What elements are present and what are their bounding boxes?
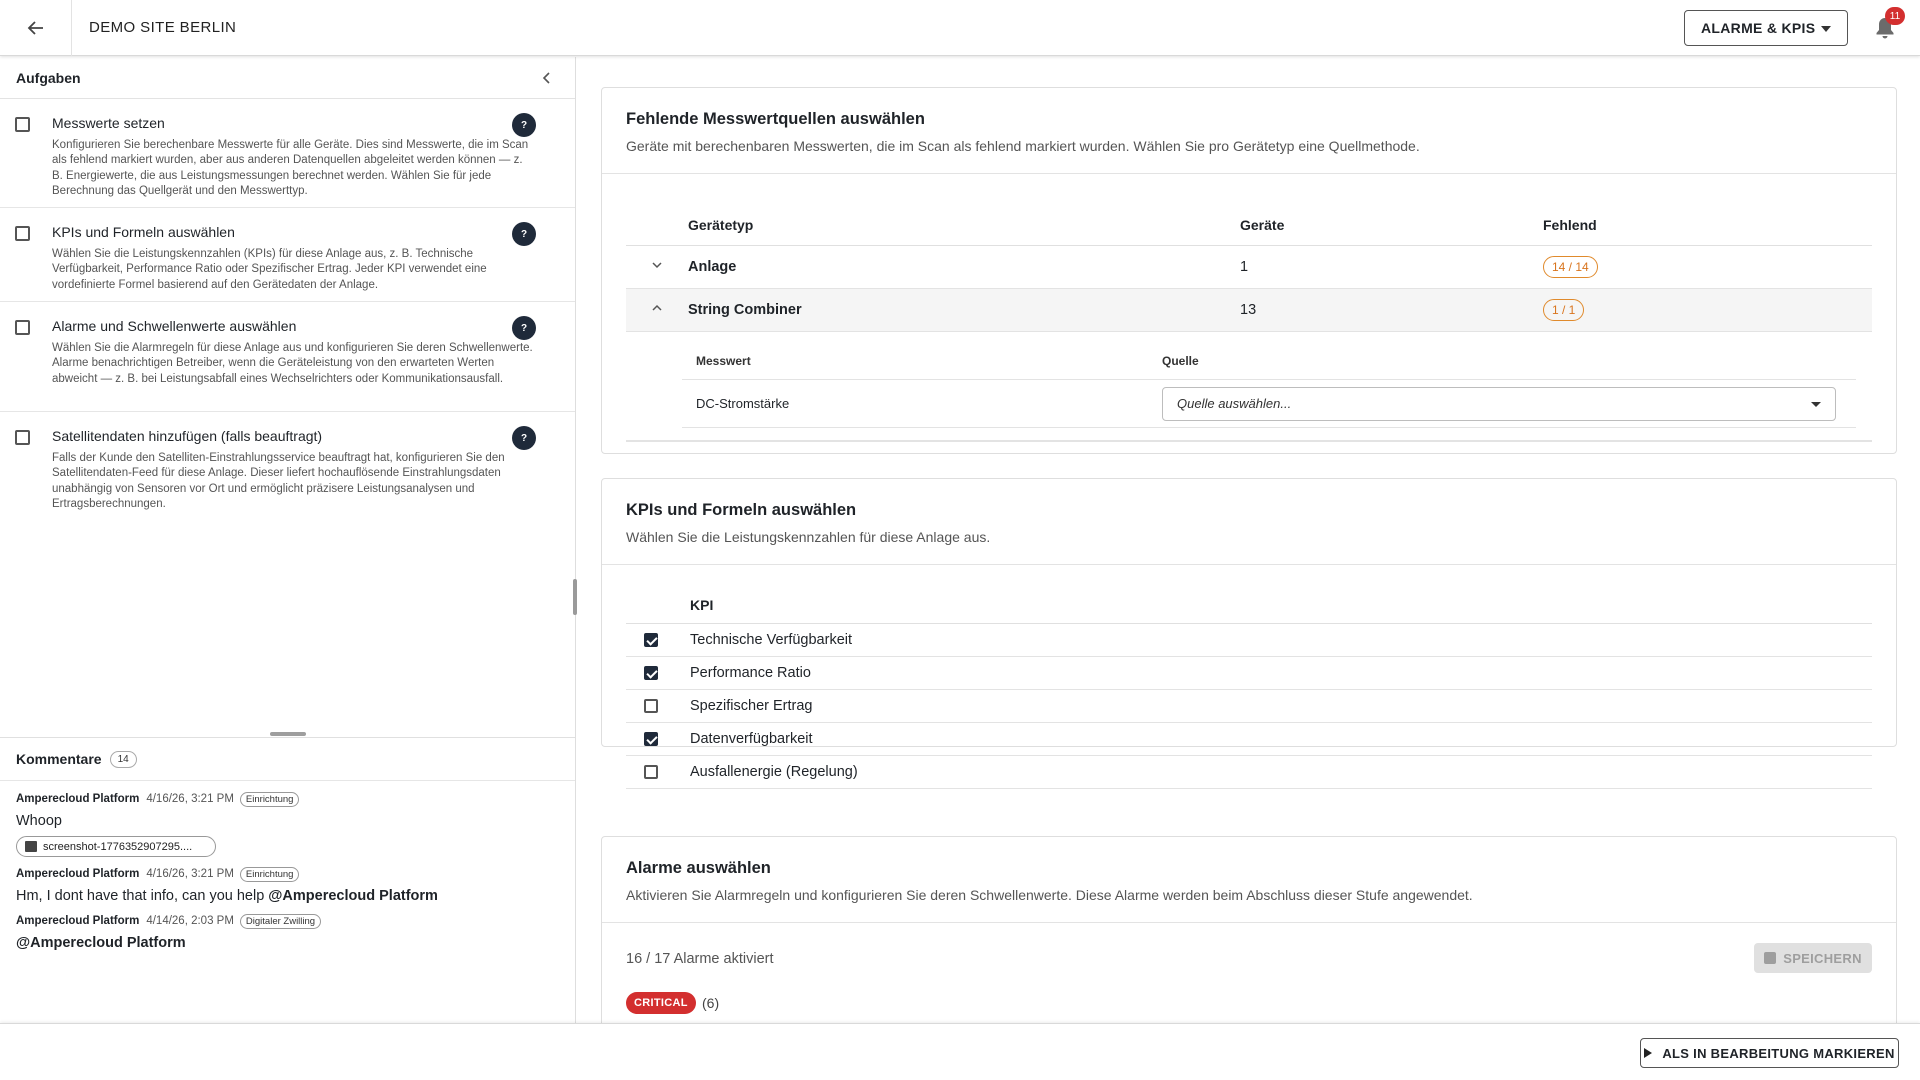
critical-count: (6) [702, 995, 720, 1011]
comment-timestamp: 4/14/26, 2:03 PM [146, 915, 234, 927]
task-title: Messwerte setzen [52, 115, 165, 131]
kpi-checkbox[interactable] [644, 633, 658, 647]
card-title: Alarme auswählen [626, 859, 771, 877]
kpi-label: Performance Ratio [690, 656, 1872, 689]
expanded-detail-row [626, 331, 1872, 442]
attachment-chip[interactable] [16, 836, 216, 857]
device-type-table [626, 205, 1872, 442]
chevron-down-icon[interactable] [651, 259, 663, 271]
comment-tag: Einrichtung [240, 792, 300, 807]
column-header: Messwert [682, 344, 1148, 380]
kpi-checkbox[interactable] [644, 666, 658, 680]
resize-drag-handle[interactable] [270, 732, 306, 736]
comment-author: Amperecloud Platform [16, 915, 140, 927]
top-bar [0, 0, 1920, 56]
task-description: Falls der Kunde den Satelliten-Einstrahlungsservice beauftragt hat, konfigurieren Sie den Satellitendaten-Feed für diese Anlage. Dieser liefert hochauflösende Einstrahlungsdaten unabhängig von Sensoren vor Ort und ermöglicht präzisere Leistungsanalysen und Ertragsberechnungen. [52, 452, 505, 510]
task-checkbox[interactable] [15, 320, 30, 335]
task-item [0, 302, 575, 412]
task-checkbox[interactable] [15, 226, 30, 241]
column-header: Gerätetyp [688, 205, 1240, 245]
bottom-bar [0, 1023, 1920, 1080]
table-row[interactable] [626, 245, 1872, 288]
comment-author: Amperecloud Platform [16, 793, 140, 805]
task-item [0, 208, 575, 302]
kpi-label: Technische Verfügbarkeit [690, 623, 1872, 656]
kpi-checkbox[interactable] [644, 765, 658, 779]
notification-badge: 11 [1885, 7, 1905, 25]
task-title: Satellitendaten hinzufügen (falls beauftragt) [52, 428, 323, 444]
task-title: Alarme und Schwellenwerte auswählen [52, 318, 297, 334]
comment-author: Amperecloud Platform [16, 868, 140, 880]
column-header: Fehlend [1543, 205, 1872, 245]
comment-text: Whoop [16, 813, 62, 829]
comment-item [16, 866, 575, 904]
chevron-left-icon[interactable] [539, 70, 555, 86]
comment-text [16, 888, 575, 904]
device-type: String Combiner [688, 288, 1240, 331]
alarms-card [601, 836, 1897, 1023]
table-row[interactable] [626, 288, 1872, 331]
critical-badge[interactable]: CRITICAL [626, 992, 696, 1014]
back-button[interactable] [0, 0, 72, 56]
comment-text-body: Hm, I dont have that info, can you help [16, 888, 269, 904]
task-item [0, 412, 575, 520]
help-icon[interactable]: ? [512, 113, 536, 137]
arrow-left-icon [27, 19, 45, 37]
save-icon [1764, 952, 1776, 964]
mark-in-progress-button[interactable] [1640, 1038, 1899, 1068]
site-title: DEMO SITE BERLIN [89, 19, 237, 36]
tasks-header [0, 57, 575, 99]
attachment-name: screenshot-1776352907295.... [43, 840, 193, 853]
kpi-label: Ausfallenergie (Regelung) [690, 755, 1872, 788]
comment-timestamp: 4/16/26, 3:21 PM [146, 793, 234, 805]
kpi-row[interactable] [626, 722, 1872, 755]
comment-mention[interactable]: @Amperecloud Platform [16, 935, 186, 951]
kpi-row[interactable] [626, 623, 1872, 656]
comment-item [16, 913, 575, 951]
missing-badge: 14 / 14 [1543, 256, 1598, 278]
caret-down-icon [1821, 26, 1831, 32]
comment-item [16, 791, 575, 857]
comment-tag: Digitaler Zwilling [240, 914, 321, 929]
task-checkbox[interactable] [15, 430, 30, 445]
task-description: Wählen Sie die Alarmregeln für diese Anlage aus und konfigurieren Sie deren Schwellenwerte. Alarme benachrichtigen Betreiber, wenn die Geräteleistung von den erwarteten Werten abweicht — z. B. bei Leistungsabfall eines Wechselrichters oder Kommunikationsausfall. [52, 342, 533, 385]
table-row [682, 380, 1856, 428]
comments-header [0, 737, 575, 781]
kpi-checkbox[interactable] [644, 699, 658, 713]
kpi-checkbox[interactable] [644, 732, 658, 746]
save-button[interactable] [1754, 943, 1872, 973]
chevron-up-icon[interactable] [651, 302, 663, 314]
comments-list [0, 782, 575, 1027]
measure-source-table [682, 344, 1856, 429]
card-subtitle: Aktivieren Sie Alarmregeln und konfigurieren Sie deren Schwellenwerte. Diese Alarme werden beim Abschluss dieser Stufe angewendet. [626, 887, 1473, 903]
left-panel [0, 57, 576, 1023]
kpi-label: Spezifischer Ertrag [690, 689, 1872, 722]
card-title: Fehlende Messwertquellen auswählen [626, 110, 925, 128]
kpi-table [626, 587, 1872, 789]
help-icon[interactable]: ? [512, 426, 536, 450]
missing-sources-card [601, 87, 1897, 454]
comment-text [16, 935, 575, 951]
device-count: 13 [1240, 288, 1543, 331]
source-select-value: Quelle auswählen... [1177, 396, 1292, 411]
play-icon [1644, 1048, 1652, 1058]
image-icon [25, 841, 37, 852]
save-button-label: SPEICHERN [1783, 950, 1862, 966]
source-select[interactable] [1162, 387, 1836, 421]
alarms-activated-count: 16 / 17 Alarme aktiviert [626, 951, 774, 967]
help-icon[interactable]: ? [512, 222, 536, 246]
kpi-row[interactable] [626, 755, 1872, 788]
comment-tag: Einrichtung [240, 867, 300, 882]
caret-down-icon [1811, 402, 1821, 407]
column-header: Geräte [1240, 205, 1543, 245]
card-subtitle: Geräte mit berechenbaren Messwerten, die im Scan als fehlend markiert wurden. Wählen Sie pro Gerätetyp eine Quellmethode. [626, 138, 1420, 154]
column-header: Quelle [1148, 344, 1856, 380]
measure-name: DC-Stromstärke [682, 380, 1148, 428]
device-type: Anlage [688, 245, 1240, 288]
card-title: KPIs und Formeln auswählen [626, 501, 857, 519]
column-header: KPI [690, 587, 1872, 623]
alarms-kpis-dropdown-label: ALARME & KPIS [1701, 20, 1816, 36]
task-title: KPIs und Formeln auswählen [52, 224, 235, 240]
kpi-row[interactable] [626, 689, 1872, 722]
kpi-row[interactable] [626, 656, 1872, 689]
missing-badge: 1 / 1 [1543, 299, 1584, 321]
task-checkbox[interactable] [15, 117, 30, 132]
comment-mention[interactable]: @Amperecloud Platform [268, 888, 438, 904]
task-item [0, 99, 575, 208]
kpi-card [601, 478, 1897, 780]
task-description: Konfigurieren Sie berechenbare Messwerte für alle Geräte. Dies sind Messwerte, die im Scan als fehlend markiert wurden, aber aus anderen Datenquellen abgeleitet werden können — z. B. Energiewerte, die aus Leistungsmessungen berechnet werden. Wählen Sie für jede Berechnung das Quellgerät und den Messwerttyp. [52, 139, 529, 197]
task-description: Wählen Sie die Leistungskennzahlen (KPIs) für diese Anlage aus, z. B. Technische Verfügbarkeit, Performance Ratio oder Spezifischer Ertrag. Jeder KPI verwendet eine vordefinierte Formel basierend auf den Gerätedaten der Anlage. [52, 248, 487, 291]
alarms-kpis-dropdown[interactable] [1684, 10, 1848, 46]
card-subtitle: Wählen Sie die Leistungskennzahlen für diese Anlage aus. [626, 529, 991, 545]
mark-in-progress-label: ALS IN BEARBEITUNG MARKIEREN [1662, 1045, 1895, 1061]
kpi-label: Datenverfügbarkeit [690, 722, 1872, 755]
tasks-title: Aufgaben [16, 69, 81, 86]
device-count: 1 [1240, 245, 1543, 288]
main-content [577, 57, 1920, 1023]
comment-timestamp: 4/16/26, 3:21 PM [146, 868, 234, 880]
comments-title: Kommentare [16, 751, 102, 767]
comments-count-badge: 14 [110, 751, 137, 768]
help-icon[interactable]: ? [512, 316, 536, 340]
